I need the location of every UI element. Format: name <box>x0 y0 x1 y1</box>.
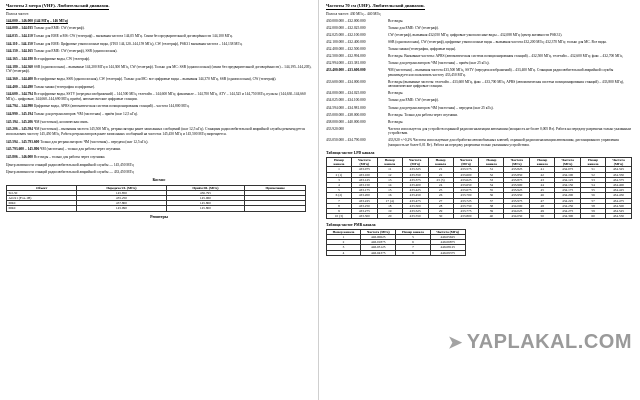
table-cell: 433.725 <box>453 198 479 203</box>
table-cell: 434.350 <box>606 172 632 177</box>
table-cell: 59 <box>581 208 606 213</box>
frequency-range: 144.165 – 144.180 <box>6 56 33 61</box>
frequency-description: Все виды. <box>388 91 404 96</box>
table-cell: 434.400 <box>606 182 632 187</box>
frequency-description: CW (телеграф), вызывная 432,050 МГц; цифровые узкополосные виды – 432,088 МГц (центр активности PSK31). <box>388 32 563 37</box>
table-cell: 54 <box>581 182 606 187</box>
table-cell: 433.375 <box>402 177 428 182</box>
frequency-description: Все цифровые виды, SSTV (передача изображений) – 144,500 МГц, телетайп – 144,600 МГц; факсимиле – 144,700 МГц, ATV – 144,525 и 144,750 МГц, пульсы: (144,630–144,660 МГц) – цифровые, 144,660–144,690 МГц, приём), автоматические цифровые станции. <box>6 92 306 101</box>
table-cell: 435.250 <box>77 195 166 200</box>
table-cell: 4 <box>327 250 361 255</box>
table-cell: 433.700 <box>453 193 479 198</box>
table-header-cell: Частота (МГц) <box>361 229 396 234</box>
frequency-entry <box>326 113 634 118</box>
frequency-range: 145.206 – 145.594 <box>6 127 33 132</box>
table-cell: 433.825 <box>504 167 530 172</box>
table-cell: 433.125 <box>351 177 377 182</box>
left-page-title: Частоты 2 метра (VHF). Любительский диапазон. <box>6 3 110 8</box>
table-cell: 145.800 <box>166 206 245 211</box>
table-header-cell: Номер канала <box>327 229 361 234</box>
frequency-entry <box>326 19 634 24</box>
frequency-entry <box>6 104 312 109</box>
frequency-range: 144.794 – 144.990 <box>6 104 33 109</box>
table-cell: 43 <box>530 177 555 182</box>
table-cell: 40 <box>479 214 504 219</box>
table-cell: МКС <box>7 206 77 211</box>
table-cell: 41 <box>530 167 555 172</box>
frequency-range: 145.594 – 145.793.600 <box>6 139 40 144</box>
table-cell: 446.08125 <box>430 245 465 250</box>
frequency-range: 433.400.000 – 433.600.000 <box>326 68 366 73</box>
table-row <box>7 206 306 211</box>
frequency-entry <box>6 120 312 125</box>
table-cell: 6 (2) <box>327 193 352 198</box>
table-cell: 8 <box>396 250 430 255</box>
table-cell: 434.475 <box>606 198 632 203</box>
table-cell: 433.950 <box>504 193 530 198</box>
table-cell: МКС <box>7 201 77 206</box>
table-cell: 433.800 <box>453 214 479 219</box>
table-cell: 44 <box>530 182 555 187</box>
frequency-entry <box>326 120 634 125</box>
table-cell: 13 <box>377 177 402 182</box>
table-cell: 7 <box>396 245 430 250</box>
table-cell: 433.300 <box>351 214 377 219</box>
table-cell: 53 <box>581 177 606 182</box>
table-cell: 446.09375 <box>430 250 465 255</box>
frequency-description: Только для ретрансляторов: ЧМ (частотная) – передача (шаг 12,5 кГц). <box>40 139 149 144</box>
frequency-entry <box>6 57 312 62</box>
frequency-description: Все виды. <box>388 119 404 124</box>
left-document-page <box>0 0 319 400</box>
table-cell: 434.550 <box>606 214 632 219</box>
frequency-range: 433.600.000 – 434.000.000 <box>326 79 366 84</box>
table-cell: 433.450 <box>402 193 428 198</box>
frequency-entry <box>6 26 312 31</box>
table-header-cell: Частота (МГц) <box>555 157 581 166</box>
table-cell <box>245 206 306 211</box>
table-cell: 433.075 <box>351 167 377 172</box>
table-cell: 21 <box>428 167 453 172</box>
table-cell: 51 <box>581 167 606 172</box>
keys-note-range: 433.050.000 – 434.790.000 <box>326 138 366 143</box>
frequency-entry <box>326 40 634 45</box>
table-cell: 434.200 <box>555 193 581 198</box>
frequency-range: 144.360 – 144.400 <box>6 76 33 81</box>
frequency-entry <box>6 77 312 82</box>
table-cell: 433.775 <box>453 208 479 213</box>
table-cell: 433.675 <box>453 188 479 193</box>
table-cell: 55 <box>581 188 606 193</box>
table-cell: 38 <box>479 203 504 208</box>
table-cell: 30 <box>428 214 453 219</box>
frequency-range: 144.150 – 144.165 <box>6 49 33 54</box>
table-cell: 12 <box>377 172 402 177</box>
table-cell: 7 <box>327 198 352 203</box>
table-cell: 434.425 <box>606 188 632 193</box>
table-cell: 433.925 <box>504 188 530 193</box>
frequency-entry <box>6 147 312 152</box>
table-cell: 8 <box>327 203 352 208</box>
frequency-description: Только для ретрансляторов: ЧМ (частотная) – приём (шаг 12,5 кГц). <box>33 112 139 117</box>
frequency-range: 430.000.000 – 432.000.000 <box>326 18 366 23</box>
frequency-range: 434.000.000 – 434.025.000 <box>326 91 366 96</box>
table-cell: 32 <box>479 172 504 177</box>
pmr-table <box>326 229 466 256</box>
table-header-cell: Номер канала <box>581 157 606 166</box>
table-cell: 26 <box>428 193 453 198</box>
table-cell: 10 (3) <box>327 214 352 219</box>
table-cell: 434.025 <box>504 208 530 213</box>
table-cell: 36 <box>479 193 504 198</box>
table-header-cell: Номер канала <box>479 157 504 166</box>
frequency-entry <box>6 34 312 39</box>
table-cell: 433.600 <box>453 172 479 177</box>
table-cell: 446.04375 <box>361 250 396 255</box>
frequency-entry <box>6 155 312 160</box>
table-cell: 434.250 <box>555 203 581 208</box>
band-subtitle: Полоса частот: <box>6 12 29 16</box>
table-cell: 9 <box>327 208 352 213</box>
table-cell: 45 <box>530 188 555 193</box>
keys-note-row <box>326 138 634 147</box>
table-cell: 434.300 <box>555 214 581 219</box>
table-header-cell: Частота (МГц) <box>351 157 377 166</box>
table-cell: 18 <box>377 203 402 208</box>
table-header-cell: Объект <box>7 185 77 190</box>
table-cell: 436.795 <box>166 190 245 195</box>
table-cell: 33 <box>479 177 504 182</box>
table-cell: 433.200 <box>351 193 377 198</box>
frequency-description: Только для EME: CW (телеграф), SSB (однополосная). <box>33 49 118 54</box>
table-cell: 17 (4) <box>377 198 402 203</box>
frequency-entry <box>326 26 634 31</box>
table-header-cell: Номер канала <box>377 157 402 166</box>
frequency-range: 432.100.000 – 432.400.000 <box>326 39 366 44</box>
frequency-range: 144.000 – 144.035 <box>6 26 33 31</box>
table-cell: 11 <box>377 167 402 172</box>
frequency-description: Только для EME: Цифровые узкополосные виды, (JT65 144,120–144,159 МГц), CW (телеграф), PSK31 вызывная частота – 144,138 МГц. <box>33 41 243 46</box>
table-cell: 145.800 <box>166 201 245 206</box>
table-cell: 16 <box>377 193 402 198</box>
lpd-table <box>326 157 632 219</box>
frequency-range: 434.594.000 – 434.981.000 <box>326 105 366 110</box>
table-cell: 446.01875 <box>361 240 396 245</box>
frequency-range: 144.600 – 144.794 <box>6 92 33 97</box>
table-cell: 433.650 <box>453 182 479 187</box>
table-cell: 15 <box>377 188 402 193</box>
watermark-text: YAPLAKAL.COM <box>466 331 632 353</box>
table-cell: 34 <box>479 182 504 187</box>
table-cell: 47 <box>530 198 555 203</box>
table-cell: 25 <box>428 188 453 193</box>
table-cell: 433.850 <box>504 172 530 177</box>
frequency-range: 432.994.000 – 433.381.000 <box>326 61 366 66</box>
frequency-description: Все виды. Вызывные частоты: APRS (автоматическая система позиционирования станций) – 432,500 МГц, телетайп – 432,600 МГц; факс – 432,700 МГц. <box>388 53 624 58</box>
table-cell: 2 (1) <box>327 172 352 177</box>
frequency-range: 432.025.000 – 432.100.000 <box>326 32 366 37</box>
table-cell: 433.475 <box>402 198 428 203</box>
table-cell: 433.175 <box>351 188 377 193</box>
table-cell: 434.275 <box>555 208 581 213</box>
table-cell: 37 <box>479 198 504 203</box>
table-header-cell: Номер канала <box>428 157 453 166</box>
table-cell: 27 <box>428 198 453 203</box>
frequency-description: Все виды (вызывные частоты: телетайп – 433,600 МГц, факс – 433,700 МГц, APRS (автоматическая система позиционирования станций) – 433,800 МГц), автоматические цифровые станции. <box>388 79 624 89</box>
frequency-range: 145.806 – 146.000 <box>6 155 33 159</box>
table-cell: 5 <box>396 235 430 240</box>
frequency-entry <box>6 85 312 90</box>
frequency-description: Только для EME: CW (телеграф). <box>388 98 439 103</box>
frequency-range: 435.000.000 – 438.000.000 <box>326 112 366 117</box>
table-cell: 145.960 <box>166 195 245 200</box>
table-cell: 433.225 <box>351 198 377 203</box>
uhf-band-range: Полоса частот: 430 МГц – 440 МГц <box>326 12 381 16</box>
table-cell: 433.250 <box>351 203 377 208</box>
table-cell: 50 <box>530 214 555 219</box>
frequency-range: 144.035 – 144.110 <box>6 33 33 38</box>
frequency-entry <box>326 98 634 103</box>
frequency-range: 432.500.000 – 432.994.000 <box>326 53 366 58</box>
frequency-description: Только для EME: CW (телеграф). <box>388 25 439 30</box>
frequency-range: 144.400 – 144.490 <box>6 84 33 89</box>
emergency-note-2: Центр активности станций радиолюбительской аварийной службы — 433,450 МГц <box>6 170 134 175</box>
frequency-description: ЧМ (частотная) – только для работы через спутники. <box>40 147 122 152</box>
frequency-range: 144.990 – 145.194 <box>6 112 33 117</box>
table-cell: 29 <box>428 208 453 213</box>
table-cell: 433.500 <box>402 203 428 208</box>
table-cell: 433.750 <box>453 203 479 208</box>
repeaters-section-title: Репитеры <box>150 213 168 219</box>
table-cell: 433.350 <box>402 172 428 177</box>
table-cell: 28 <box>428 203 453 208</box>
frequency-description: Только для EME и MS: CW (телеграф) – вызывная частота 144,05 МГц. Связи без предварительной договорённости 144,100 МГц. <box>33 33 233 38</box>
pmr-table-title: Таблица частот PMR канала <box>326 223 376 228</box>
table-cell: 145.990 <box>77 206 166 211</box>
table-header-cell: Частота (МГц) <box>606 157 632 166</box>
frequency-range: 434.025.000 – 434.100.000 <box>326 98 366 103</box>
table-cell: 434.500 <box>606 203 632 208</box>
table-cell: 5 <box>327 188 352 193</box>
frequency-entry <box>6 65 312 74</box>
space-section-title: Космос <box>152 177 166 183</box>
table-cell: 1 <box>327 235 361 240</box>
table-cell: 434.050 <box>504 214 530 219</box>
table-cell: 434.125 <box>555 177 581 182</box>
frequency-entry <box>326 61 634 66</box>
frequency-entry <box>6 42 312 47</box>
table-cell: 434.075 <box>555 167 581 172</box>
table-header-cell: Передача UL (МГц) <box>77 185 166 190</box>
table-cell: 433.875 <box>504 177 530 182</box>
table-cell: 49 <box>530 208 555 213</box>
right-page-title: Частоты 70 см (UHF). Любительский диапазон. <box>326 3 425 8</box>
table-cell: 4 <box>327 182 352 187</box>
table-cell: 433.900 <box>504 182 530 187</box>
table-cell: 434.225 <box>555 198 581 203</box>
table-cell: 14 <box>377 182 402 187</box>
table-cell: 24 <box>428 182 453 187</box>
frequency-description: Все виды. <box>388 18 404 23</box>
table-cell: 434.150 <box>555 182 581 187</box>
table-header-cell: Номер канала <box>327 157 352 166</box>
frequency-description: ЧМ (частотная), космическая связь. <box>33 119 89 124</box>
alarm-note-row <box>326 127 634 136</box>
table-cell: 39 <box>479 208 504 213</box>
table-cell: 46 <box>530 193 555 198</box>
table-cell: 446.05625 <box>430 235 465 240</box>
table-cell: 434.175 <box>555 188 581 193</box>
table-cell: 60 <box>581 214 606 219</box>
table-cell: 434.525 <box>606 208 632 213</box>
table-header-cell: Частота (МГц) <box>453 157 479 166</box>
table-cell: 446.03125 <box>361 245 396 250</box>
table-header-cell: Номер канала <box>530 157 555 166</box>
table-header-cell: Номер канала <box>396 229 430 234</box>
table-cell: 22 <box>428 172 453 177</box>
table-cell: 145.850 <box>77 190 166 195</box>
right-frequency-list <box>326 19 634 125</box>
emergency-note-1: Центр активности станций радиолюбительской аварийной службы — 145,450 МГц <box>6 162 134 167</box>
table-cell: 434.450 <box>606 193 632 198</box>
table-cell: 433.625 <box>453 177 479 182</box>
frequency-entry <box>326 47 634 52</box>
table-cell: 433.275 <box>351 208 377 213</box>
frequency-description: Только маяки (телеграфия, цифровые виды). <box>388 46 457 51</box>
table-row <box>327 214 632 219</box>
lpd-table-title: Таблица частот LPD канала <box>326 151 375 156</box>
table-cell: SO-50 <box>7 190 77 195</box>
table-cell: 433.100 <box>351 172 377 177</box>
table-header-cell: Частота (МГц) <box>430 229 465 234</box>
table-cell: 20 <box>377 214 402 219</box>
table-cell: 434.375 <box>606 177 632 182</box>
table-cell: 433.400 <box>402 182 428 187</box>
table-cell: 446.00625 <box>361 235 396 240</box>
band-range: 144.000 – 146.000 (144 МГц – 146 МГц) <box>6 18 68 23</box>
frequency-description: Все цифровые виды, CW (телеграф). <box>33 56 91 61</box>
space-table <box>6 185 306 212</box>
table-cell: 3 <box>327 245 361 250</box>
frequency-description: Цифровые виды, APRS (автоматическая система позиционирования станций) – частота 144,800 МГц. <box>33 104 190 109</box>
table-cell: 433.575 <box>453 167 479 172</box>
frequency-entry <box>6 92 312 101</box>
table-cell: 48 <box>530 203 555 208</box>
table-cell: 434.100 <box>555 172 581 177</box>
frequency-description: SSB (однополосная) – вызывные 144,200 МГц и 144,300 МГц, CW (телеграф). Только для MC: SSB (однополосная) (связи без предварительной договорённости) – 144,195–144,205), CW (телеграф). <box>6 64 312 74</box>
table-cell: 446.06875 <box>430 240 465 245</box>
frequency-entry <box>326 106 634 111</box>
table-header-cell: Приём DL (МГц) <box>166 185 245 190</box>
frequency-range: 432.400.000 – 432.500.000 <box>326 46 366 51</box>
frequency-description: ЧМ (частотная) – вызывная частота 145,500 МГц, ретрансляторы ранее записанных сообщений (шаг 12,5 кГц). Станциям радиолюбительской аварийной службы рекомендуется использовать частоту 145,450 МГц. Работа ретрансляторов ранее записанных сообщений на частотах 145,450 МГц и 145,500 МГц запрещается. <box>6 127 305 136</box>
frequency-range: 144.180 – 144.360 <box>6 64 33 69</box>
frequency-entry <box>326 68 634 77</box>
table-cell: 52 <box>581 172 606 177</box>
table-cell: 42 <box>530 172 555 177</box>
frequency-range: 144.110 – 144.150 <box>6 41 33 46</box>
frequency-description: Только маяки (телеграфия и цифровые). <box>33 84 96 89</box>
table-cell: 433.975 <box>504 198 530 203</box>
frequency-entry <box>6 112 312 117</box>
frequency-range: 438.000.000 – 440.000.000 <box>326 119 366 124</box>
table-cell: 6 <box>396 240 430 245</box>
table-cell: 433.525 <box>402 208 428 213</box>
frequency-entry <box>326 91 634 96</box>
table-row <box>327 250 466 255</box>
frequency-description: Только для ретрансляторов: ЧМ (частотная) – передача (шаг 25 кГц). <box>388 105 494 110</box>
frequency-range: 432.000.000 – 432.025.000 <box>326 25 366 30</box>
table-cell: 433.550 <box>402 214 428 219</box>
frequency-description: Только для ретрансляторов: ЧМ (частотная) – приём (шаг 25 кГц). <box>388 61 490 66</box>
table-cell: 58 <box>581 203 606 208</box>
frequency-description: Все виды – только для работы через спутники. <box>33 155 106 159</box>
frequency-description: Все цифровые виды, SSB (однополосная), CW (телеграф). Только для MC: все цифровые виды – вызывная 144,370 МГц, SSB (однополосная), CW (телеграф). <box>33 76 277 81</box>
frequency-description: SSB (однополосная), CW (телеграф), цифровые узкополосные виды – вызывная частота 432,200 МГц; 432,370 МГц: только для MC. Все виды. <box>388 39 607 44</box>
arrow-right-icon: ➤ <box>447 332 463 352</box>
table-cell: 19 <box>377 208 402 213</box>
table-cell: 434.325 <box>606 167 632 172</box>
table-cell: 433.425 <box>402 188 428 193</box>
alarm-note-text: Частота используется для устройств охранной радиосигнализации автомашин (мощность не более 0,005 Вт). Работа на передачу разрешена только указанным устройствам. <box>388 126 631 136</box>
frequency-entry <box>6 49 312 54</box>
frequency-entry <box>6 140 312 145</box>
table-cell: 434.000 <box>504 203 530 208</box>
site-watermark <box>448 331 632 354</box>
alarm-note-range: 433.920.000 <box>326 126 344 131</box>
table-cell: 3 <box>327 177 352 182</box>
table-cell: 35 <box>479 188 504 193</box>
frequency-range: 145.793.600 – 145.806 <box>6 147 40 152</box>
frequency-entry <box>326 80 634 89</box>
table-cell: 433.325 <box>402 167 428 172</box>
frequency-entry <box>326 33 634 38</box>
table-cell: 2 <box>327 240 361 245</box>
left-frequency-list <box>6 26 312 159</box>
table-cell: 433.150 <box>351 182 377 187</box>
table-cell: 57 <box>581 198 606 203</box>
table-header-cell: Частота (МГц) <box>504 157 530 166</box>
table-header-cell: Частота (МГц) <box>402 157 428 166</box>
table-cell: 31 <box>479 167 504 172</box>
table-cell: 437.800 <box>77 201 166 206</box>
frequency-description: Только для EME: CW (телеграф). <box>33 26 85 31</box>
frequency-entry <box>6 127 312 136</box>
keys-note-text: 433,920 +/-0,2% Частоты используемые для обработки автомобильных ключей, охранной радиосигнализации автомашин, дистанционного управления (мощность не более 0,01 Вт). Работа на передачу разрешена только указанным устройствам. <box>388 138 619 147</box>
frequency-description: ЧМ (частотная) – вызывная частота 433,500 МГц, SSTV (передача изображений) – 433,400 МГц. Станциям радиолюбительской аварийной службы рекомендуется использовать частоту 433,450 МГц. <box>388 68 614 77</box>
table-cell: 23 (5) <box>428 177 453 182</box>
table-header-cell: Примечание <box>245 185 306 190</box>
table-cell: 1 <box>327 167 352 172</box>
table-cell: AO-91 (Fox-1B) <box>7 195 77 200</box>
table-cell: 56 <box>581 193 606 198</box>
frequency-range: 145.194 – 145.206 <box>6 119 33 124</box>
frequency-description: Все виды. Только для работы через спутники. <box>388 112 459 117</box>
frequency-entry <box>326 54 634 59</box>
